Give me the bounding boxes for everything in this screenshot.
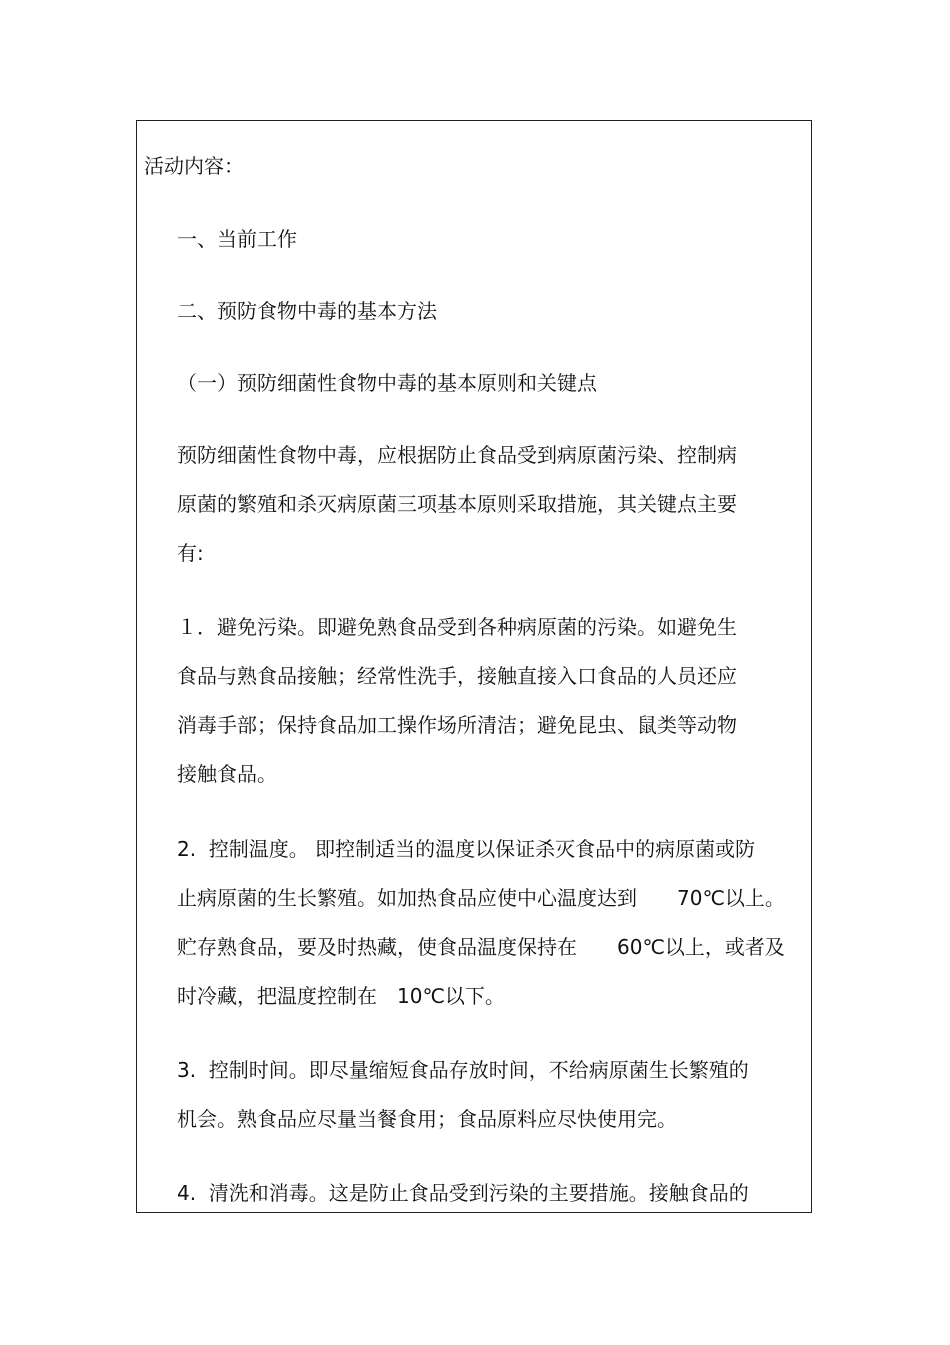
item-control-temperature-line: 时冷藏，把温度控制在 10℃以下。 (177, 984, 505, 1008)
item-control-time-line: 3. 控制时间。即尽量缩短食品存放时间，不给病原菌生长繁殖的 (177, 1058, 749, 1082)
section-heading-prevention-methods: 二、预防食物中毒的基本方法 (177, 299, 437, 323)
item-avoid-contamination-line: 消毒手部；保持食品加工操作场所清洁；避免昆虫、鼠类等动物 (177, 713, 737, 737)
intro-paragraph-line: 有: (177, 541, 204, 565)
subsection-heading-bacterial: （一）预防细菌性食物中毒的基本原则和关键点 (177, 371, 597, 395)
intro-paragraph-line: 预防细菌性食物中毒，应根据防止食品受到病原菌污染、控制病 (177, 443, 737, 467)
item-clean-disinfect-line: 4. 清洗和消毒。这是防止食品受到污染的主要措施。接触食品的 (177, 1181, 749, 1205)
item-control-temperature-line: 贮存熟食品，要及时热藏，使食品温度保持在 60℃以上，或者及 (177, 935, 785, 959)
item-control-temperature-line: 止病原菌的生长繁殖。如加热食品应使中心温度达到 70℃以上。 (177, 886, 785, 910)
activity-content-label: 活动内容： (144, 154, 244, 178)
item-avoid-contamination-line: １．避免污染。即避免熟食品受到各种病原菌的污染。如避免生 (177, 615, 737, 639)
section-heading-current-work: 一、当前工作 (177, 227, 297, 251)
intro-paragraph-line: 原菌的繁殖和杀灭病原菌三项基本原则采取措施，其关键点主要 (177, 492, 737, 516)
item-avoid-contamination-line: 食品与熟食品接触；经常性洗手，接触直接入口食品的人员还应 (177, 664, 737, 688)
item-avoid-contamination-line: 接触食品。 (177, 762, 277, 786)
item-control-temperature-line: 2. 控制温度。 即控制适当的温度以保证杀灭食品中的病原菌或防 (177, 837, 756, 861)
item-control-time-line: 机会。熟食品应尽量当餐食用；食品原料应尽快使用完。 (177, 1107, 677, 1131)
